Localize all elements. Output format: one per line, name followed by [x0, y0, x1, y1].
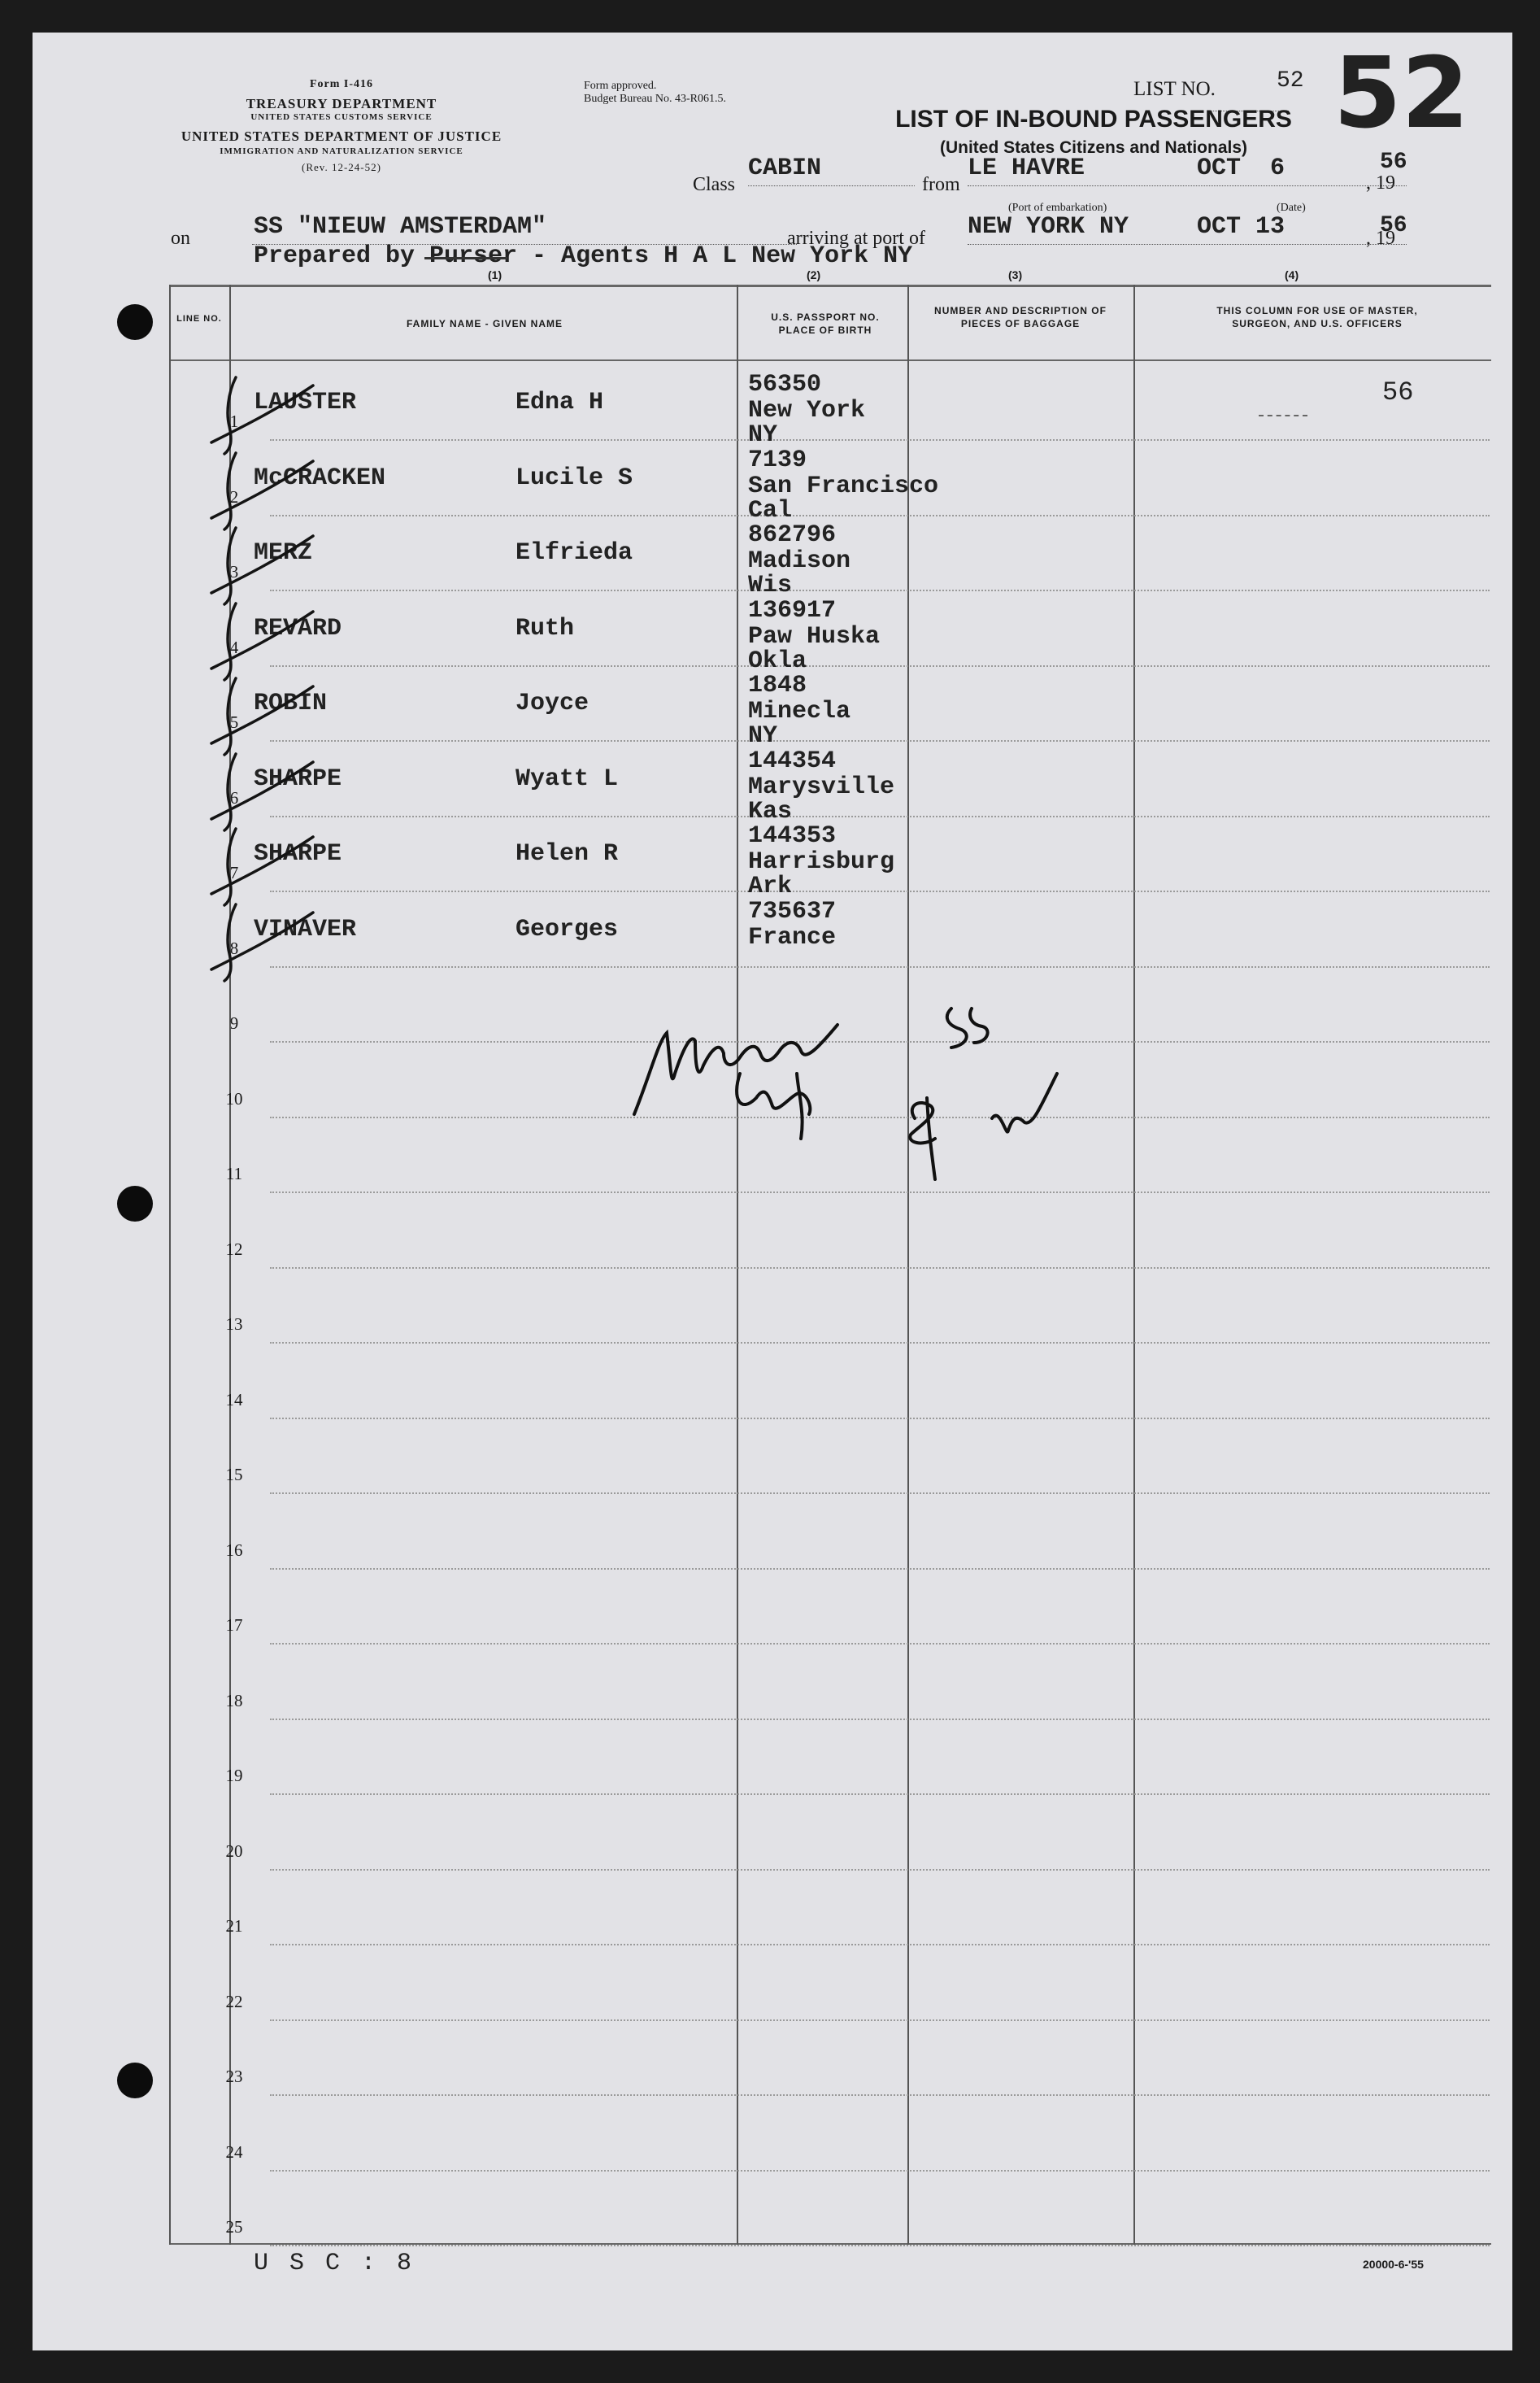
on-label: on [171, 228, 190, 249]
line-number: 6 [229, 787, 239, 808]
from-underline [968, 185, 1407, 186]
page-title: LIST OF IN-BOUND PASSENGERS [895, 106, 1292, 133]
page-subtitle: (United States Citizens and Nationals) [939, 138, 1248, 157]
line-number: 24 [225, 2141, 243, 2162]
officer-dash [1259, 415, 1307, 416]
family-name: SHARPE [254, 840, 342, 868]
row-rule [270, 1342, 1490, 1344]
family-name: VINAVER [254, 915, 357, 943]
punch-hole [117, 304, 153, 340]
family-name: ROBIN [254, 690, 328, 717]
row-rule [270, 740, 1490, 742]
table-header-border [169, 359, 1491, 361]
line-number: 4 [229, 637, 239, 657]
list-no-small: 52 [1277, 68, 1304, 94]
line-number: 1 [229, 412, 239, 431]
given-name: Edna H [516, 389, 604, 416]
arrival-port: NEW YORK NY [968, 213, 1129, 241]
year-prefix-1: , 19 [1366, 172, 1395, 194]
col-header-passport: U.S. PASSPORT NO. PLACE OF BIRTH [771, 311, 880, 336]
passport-number: 862796 [748, 521, 837, 549]
form-page [33, 33, 1512, 2350]
table-left-border [169, 285, 171, 2245]
arrival-date: OCT 13 [1197, 213, 1286, 241]
place-of-birth: Harrisburg Ark [748, 848, 895, 900]
from-port: LE HAVRE [968, 155, 1085, 182]
place-of-birth: Madison Wis [748, 547, 851, 599]
row-rule [270, 1793, 1490, 1795]
line-number: 5 [229, 712, 239, 732]
passport-number: 56350 [748, 371, 822, 399]
row-rule [270, 590, 1490, 591]
passport-number: 7139 [748, 446, 807, 474]
col-divider-passport [907, 285, 909, 2245]
ship-name: SS "NIEUW AMSTERDAM" [254, 213, 547, 241]
family-name: LAUSTER [254, 389, 357, 416]
place-of-birth: Paw Huska Okla [748, 622, 881, 675]
arriving-label: arriving at port of [787, 228, 925, 249]
col-marker: (4) [1285, 268, 1299, 281]
line-number: 25 [225, 2217, 243, 2237]
line-number: 23 [225, 2067, 243, 2086]
place-of-birth: Minecla NY [748, 698, 851, 750]
col-header-line-no: LINE NO. [176, 314, 222, 324]
col-divider-baggage [1133, 285, 1135, 2245]
row-rule [270, 2094, 1490, 2096]
place-of-birth: New York NY [748, 397, 866, 449]
row-rule [270, 439, 1490, 441]
given-name: Ruth [516, 614, 575, 643]
row-rule [270, 1869, 1490, 1871]
family-name: McCRACKEN [254, 464, 386, 492]
line-number: 3 [229, 562, 239, 582]
col-marker: (2) [807, 268, 821, 281]
dept-immigration: IMMIGRATION AND NATURALIZATION SERVICE [220, 146, 463, 156]
row-rule [270, 1492, 1490, 1494]
given-name: Elfrieda [516, 539, 633, 567]
family-name: REVARD [254, 614, 342, 643]
line-number: 21 [225, 1916, 243, 1936]
line-number: 19 [225, 1766, 243, 1785]
class-value: CABIN [748, 155, 822, 182]
col-header-name: FAMILY NAME - GIVEN NAME [406, 318, 563, 329]
year-2: 56 [1380, 213, 1407, 238]
class-underline [748, 185, 915, 186]
footer-print-code: 20000-6-'55 [1363, 2258, 1424, 2271]
place-of-birth: France [748, 923, 837, 952]
row-rule [270, 1719, 1490, 1720]
budget-bureau: Budget Bureau No. 43-R061.5. [584, 93, 726, 105]
passport-number: 136917 [748, 596, 837, 625]
col-marker: (1) [488, 268, 502, 281]
given-name: Georges [516, 915, 619, 943]
given-name: Helen R [516, 840, 619, 868]
row-rule [270, 2019, 1490, 2021]
row-rule [270, 2170, 1490, 2172]
punch-hole [117, 2063, 153, 2098]
given-name: Wyatt L [516, 765, 619, 793]
passport-number: 1848 [748, 672, 807, 699]
line-number: 17 [225, 1615, 243, 1635]
list-no-label: LIST NO. [1133, 78, 1216, 100]
arrival-underline [968, 244, 1407, 245]
row-rule [270, 1944, 1490, 1945]
line-number: 8 [229, 938, 239, 958]
line-number: 2 [229, 486, 239, 507]
given-name: Lucile S [516, 464, 633, 492]
given-name: Joyce [516, 690, 589, 717]
dept-treasury: TREASURY DEPARTMENT [246, 96, 437, 111]
place-of-birth: Marysville Kas [748, 773, 895, 826]
passport-number: 144353 [748, 822, 837, 850]
line-number: 16 [225, 1540, 243, 1560]
passport-number: 735637 [748, 897, 837, 926]
line-number: 14 [225, 1389, 243, 1409]
from-label: from [922, 174, 960, 195]
line-number: 10 [225, 1088, 243, 1109]
place-of-birth: San Francisco Cal [748, 472, 939, 525]
line-number: 20 [225, 1841, 243, 1861]
purser-strike [424, 257, 507, 259]
date-caption: (Date) [1277, 202, 1306, 214]
handwritten-annotation [626, 952, 1081, 1196]
line-number: 12 [225, 1239, 243, 1259]
year-prefix-2: , 19 [1366, 228, 1395, 249]
passport-number: 144354 [748, 747, 837, 775]
from-date: OCT 6 [1197, 155, 1286, 182]
line-number: 15 [225, 1465, 243, 1484]
footer-code: U S C : 8 [254, 2250, 415, 2277]
dept-justice: UNITED STATES DEPARTMENT OF JUSTICE [181, 129, 502, 144]
col-divider-name [737, 285, 738, 2245]
officer-note: 56 [1382, 377, 1414, 407]
line-number: 22 [225, 1991, 243, 2011]
port-embark-caption: (Port of embarkation) [1008, 202, 1107, 214]
class-label: Class [693, 174, 736, 195]
list-no-stamp: 52 [1333, 37, 1469, 150]
punch-hole [117, 1186, 153, 1222]
row-rule [270, 1418, 1490, 1419]
col-marker: (3) [1008, 268, 1023, 281]
table-top-border [169, 285, 1491, 287]
row-rule [270, 1568, 1490, 1570]
prepared-by: Prepared by Purser - Agents H A L New York NY [254, 242, 913, 270]
form-revision: (Rev. 12-24-52) [302, 161, 381, 173]
family-name: MERZ [254, 539, 313, 567]
col-header-officers: THIS COLUMN FOR USE OF MASTER, SURGEON, AND U.S. OFFICERS [1216, 305, 1418, 329]
line-number: 9 [229, 1013, 239, 1033]
col-header-baggage: NUMBER AND DESCRIPTION OF PIECES OF BAGGAGE [934, 305, 1107, 329]
line-number: 18 [225, 1690, 243, 1710]
form-number: Form I-416 [309, 78, 374, 90]
row-rule [270, 1267, 1490, 1269]
check-mark [179, 896, 317, 986]
line-number: 13 [225, 1314, 243, 1334]
family-name: SHARPE [254, 765, 342, 793]
dept-customs: UNITED STATES CUSTOMS SERVICE [250, 112, 433, 122]
form-approved: Form approved. [584, 80, 657, 92]
row-rule [270, 1643, 1490, 1645]
year-1: 56 [1380, 150, 1407, 175]
line-number: 7 [229, 863, 239, 882]
row-rule [270, 2245, 1490, 2246]
line-number: 11 [225, 1164, 243, 1183]
